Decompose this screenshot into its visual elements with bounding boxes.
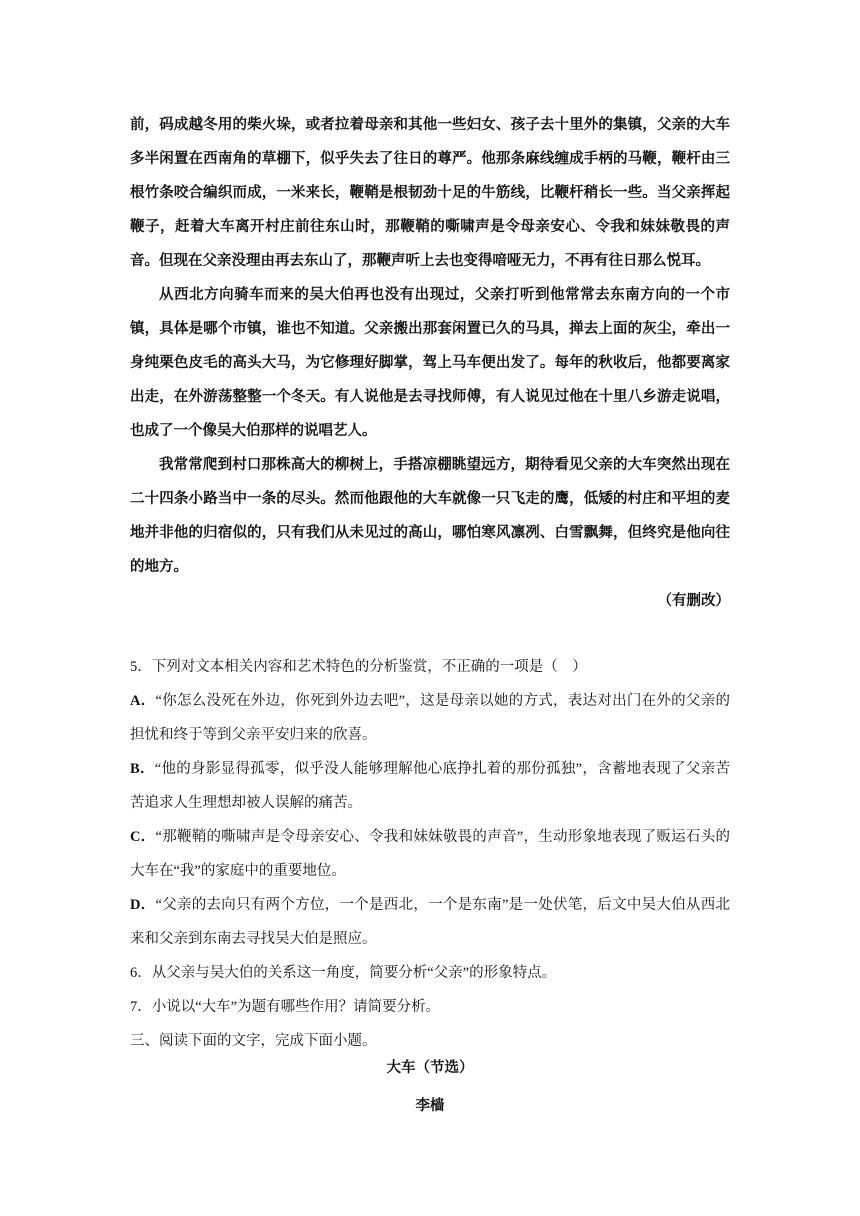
option-text: “父亲的去向只有两个方位，一个是西北，一个是东南”是一处伏笔，后文中吴大伯从西北来和父亲到东南去寻找吴大伯是照应。 (130, 897, 730, 947)
reading-passage (130, 108, 730, 618)
question-6: 6．从父亲与吴大伯的关系这一角度，简要分析“父亲”的形象特点。 (130, 965, 557, 981)
passage-paragraph-2: 从西北方向骑车而来的吴大伯再也没有出现过，父亲打听到他常常去东南方向的一个市镇，具体是哪个市镇，谁也不知道。父亲搬出那套闲置已久的马具，掸去上面的灰尘，牵出一身纯栗色皮毛的高头大马，为它修理好脚掌，驾上马车便出发了。每年的秋收后，他都要离家出走，在外游荡整整一个冬天。有人说他是去寻找师傅，有人说见过他在十里八乡游走说唱，也成了一个像吴大伯那样的说唱艺人。 (130, 286, 730, 439)
next-text-author: 李樯 (415, 1097, 445, 1114)
section-3-heading: 三、阅读下面的文字，完成下面小题。 (130, 1033, 377, 1049)
question-5-option-b (130, 752, 730, 820)
question-5-option-d (130, 888, 730, 956)
option-letter: C． (130, 829, 156, 845)
source-note: （有删改） (657, 592, 730, 609)
option-letter: D． (130, 897, 156, 913)
question-7: 7．小说以“大车”为题有哪些作用？请简要分析。 (130, 999, 441, 1015)
question-5-stem: 5．下列对文本相关内容和艺术特色的分析鉴赏，不正确的一项是（ ） (130, 659, 587, 675)
option-text: “那鞭鞘的嘶啸声是令母亲安心、令我和妹妹敬畏的声音”，生动形象地表现了贩运石头的大车在“我”的家庭中的重要地位。 (130, 829, 730, 879)
option-text: “他的身影显得孤零，似乎没人能够理解他心底挣扎着的那份孤独”，含蓄地表现了父亲苦苦追求人生理想却被人误解的痛苦。 (130, 761, 731, 811)
option-letter: A． (130, 693, 156, 709)
passage-paragraph-1: 前，码成越冬用的柴火垛，或者拉着母亲和其他一些妇女、孩子去十里外的集镇，父亲的大车多半闲置在西南角的草棚下，似乎失去了往日的尊严。他那条麻线缠成手柄的马鞭，鞭杆由三根竹条咬合编织而成，一米来长，鞭鞘是根韧劲十足的牛筋线，比鞭杆稍长一些。当父亲挥起鞭子，赶着大车离开村庄前往东山时，那鞭鞘的嘶啸声是令母亲安心、令我和妹妹敬畏的声音。但现在父亲没理由再去东山了，那鞭声听上去也变得喑哑无力，不再有往日那么悦耳。 (130, 116, 730, 269)
option-text: “你怎么没死在外边，你死到外边去吧”，这是母亲以她的方式，表达对出门在外的父亲的担忧和终于等到父亲平安归来的欣喜。 (130, 693, 730, 743)
question-5-option-a (130, 684, 730, 752)
question-5-option-c (130, 820, 730, 888)
passage-paragraph-3: 我常常爬到村口那株高大的柳树上，手搭凉棚眺望远方，期待看见父亲的大车突然出现在二十四条小路当中一条的尽头。然而他跟他的大车就像一只飞走的鹰，低矮的村庄和平坦的麦地并非他的归宿似的，只有我们从未见过的高山，哪怕寒风凛冽、白雪飘舞，但终究是他向往的地方。 (130, 456, 730, 575)
option-letter: B． (130, 761, 155, 777)
question-list (130, 650, 730, 1058)
next-text-title: 大车（节选） (386, 1059, 474, 1076)
